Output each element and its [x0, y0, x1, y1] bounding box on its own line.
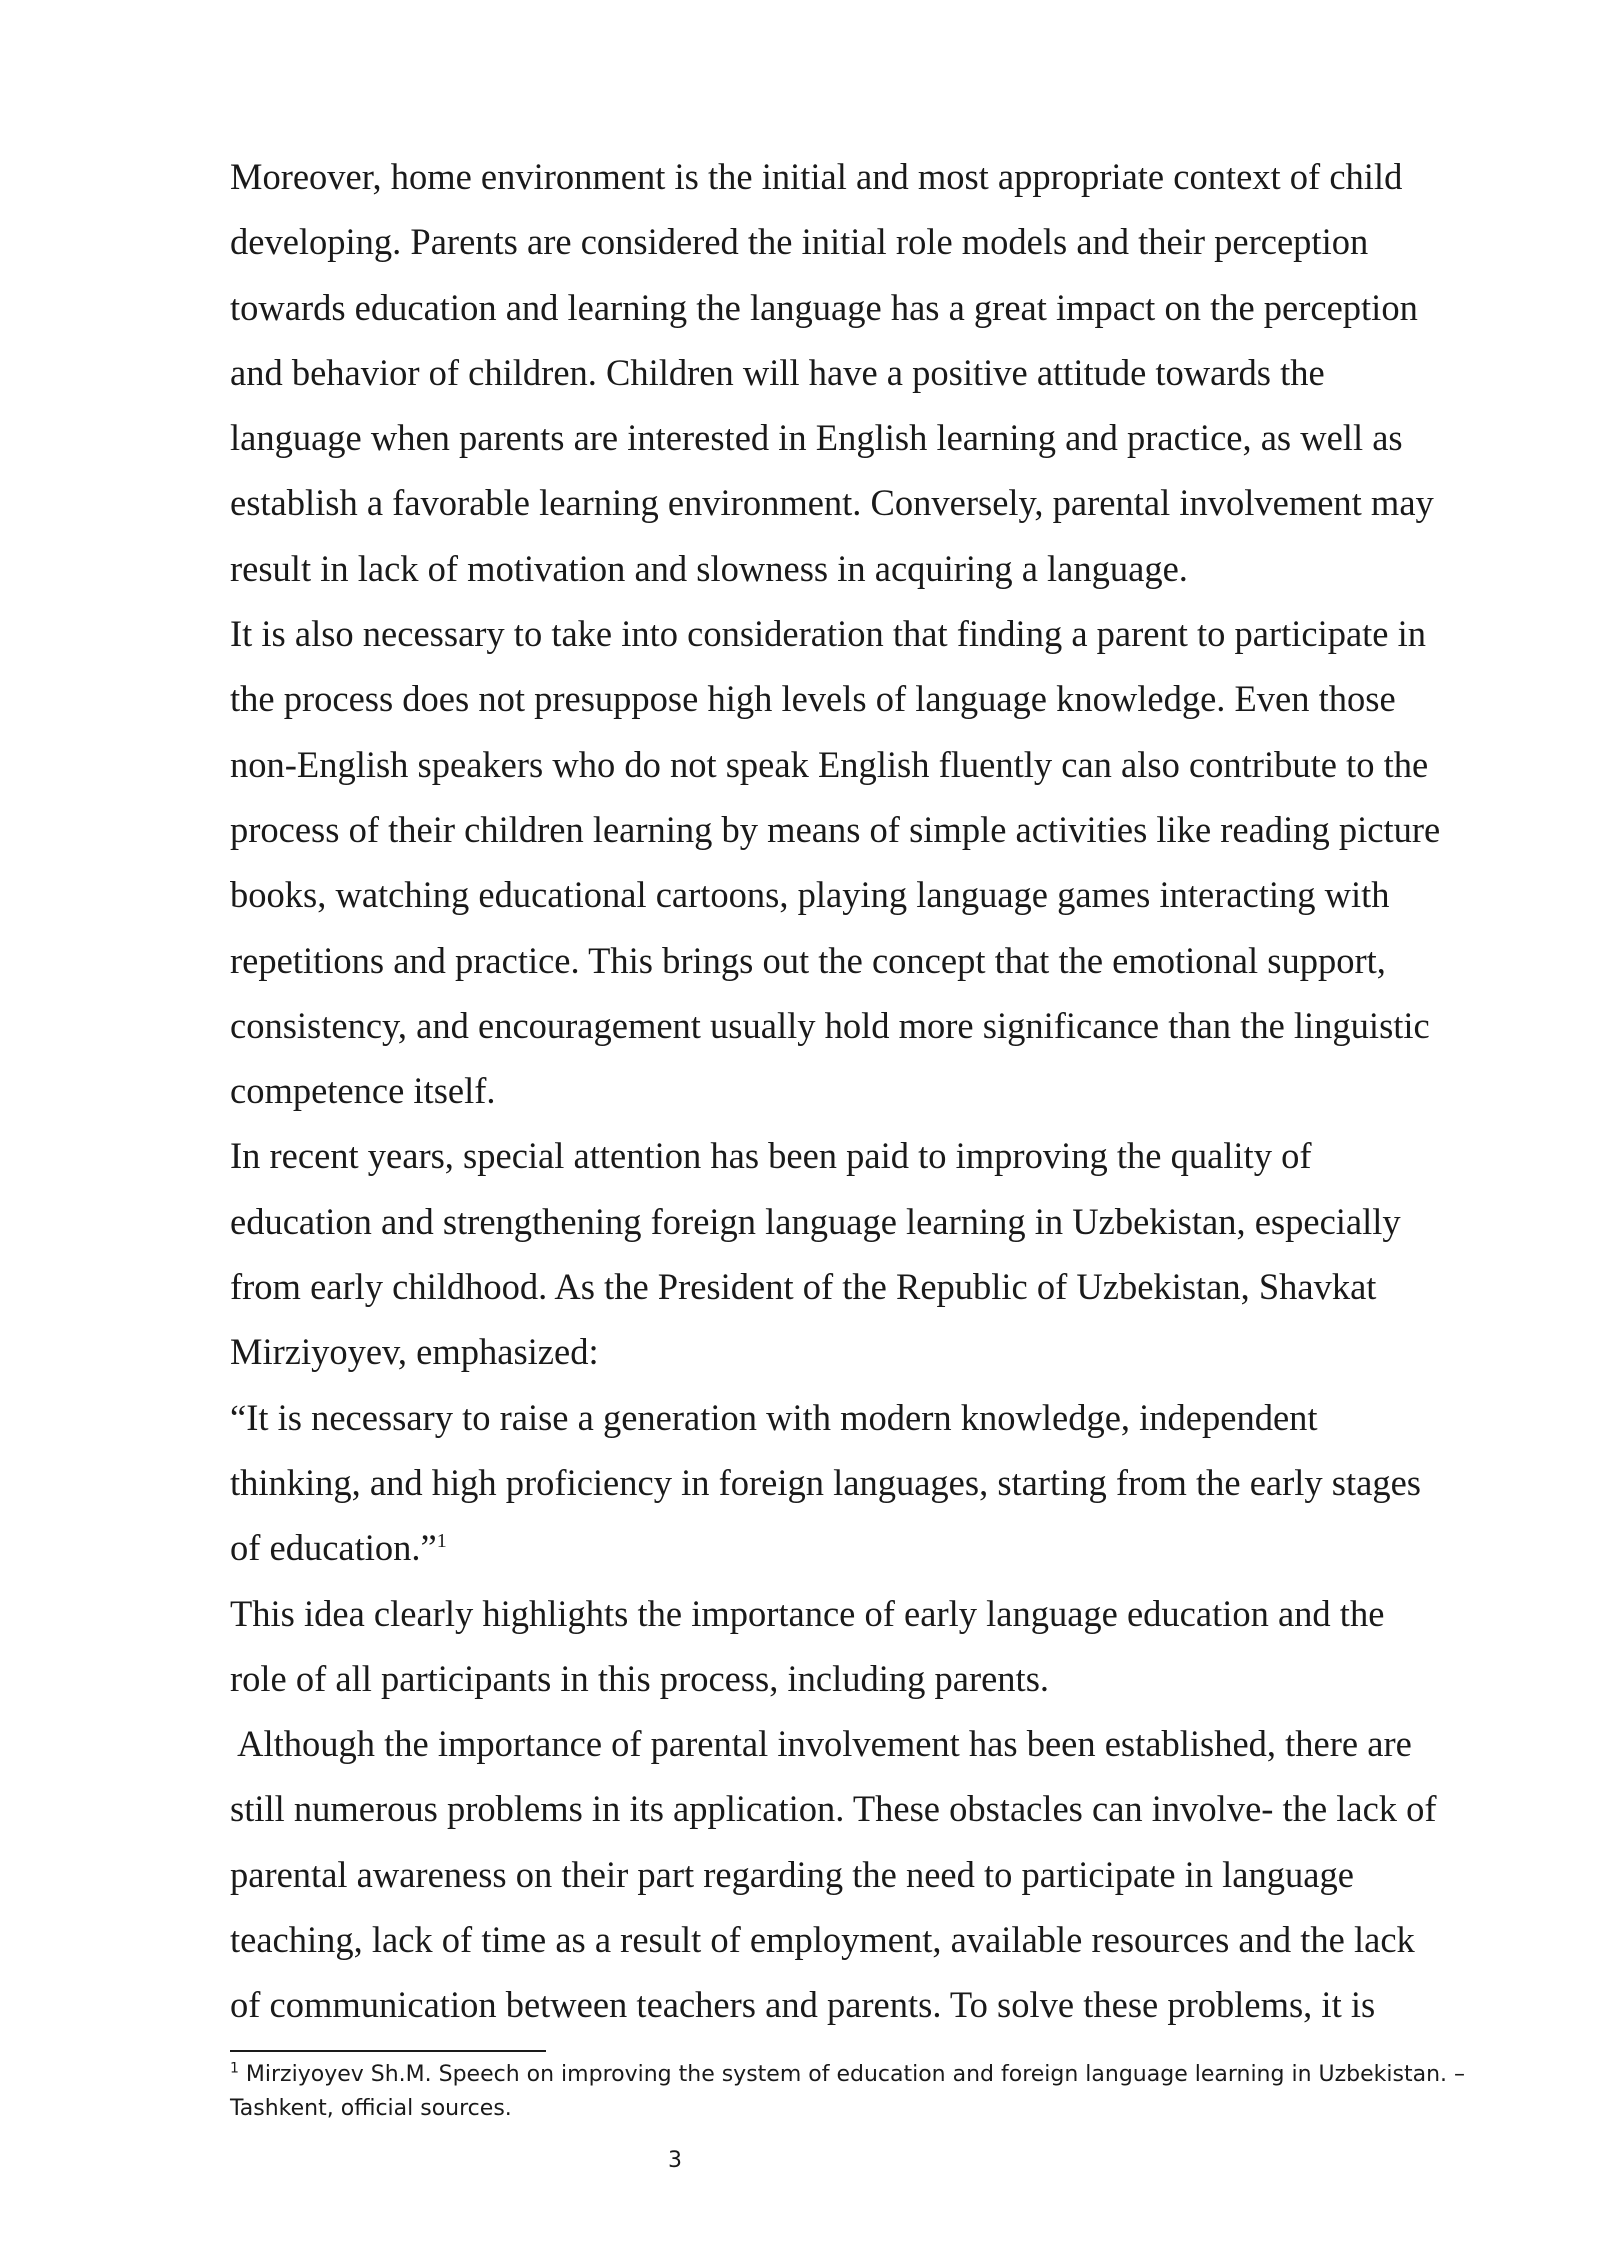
- footnote-reference[interactable]: 1: [436, 1530, 447, 1553]
- text-line: “It is necessary to raise a generation with modern knowledge, independent: [230, 1396, 1318, 1438]
- body-text: [230, 144, 1495, 2038]
- text-line: Mirziyoyev, emphasized:: [230, 1331, 599, 1373]
- footnote-line: Tashkent, official sources.: [230, 2096, 512, 2121]
- text-line: education and strengthening foreign language learning in Uzbekistan, especially: [230, 1200, 1401, 1242]
- text-line: thinking, and high proficiency in foreign languages, starting from the early stages: [230, 1461, 1421, 1503]
- text-line: Although the importance of parental involvement has been established, there are: [230, 1723, 1412, 1765]
- text-line: In recent years, special attention has been paid to improving the quality of: [230, 1135, 1312, 1177]
- text-line: parental awareness on their part regarding the need to participate in language: [230, 1853, 1354, 1895]
- footnote-number: 1: [230, 2060, 239, 2077]
- text-line: towards education and learning the language has a great impact on the perception: [230, 286, 1418, 328]
- text-line: repetitions and practice. This brings out the concept that the emotional support,: [230, 939, 1386, 981]
- text-line: role of all participants in this process, including parents.: [230, 1657, 1050, 1699]
- text-line: establish a favorable learning environment. Conversely, parental involvement may: [230, 482, 1434, 524]
- text-line: from early childhood. As the President of the Republic of Uzbekistan, Shavkat: [230, 1266, 1377, 1308]
- text-line: of education.”: [230, 1527, 437, 1569]
- text-line: It is also necessary to take into consideration that finding a parent to participate in: [230, 613, 1427, 655]
- text-line: This idea clearly highlights the importance of early language education and the: [230, 1592, 1385, 1634]
- footnote-text: Mirziyoyev Sh.M. Speech on improving the system of education and foreign language learning in Uzbekistan. –: [238, 2062, 1466, 2087]
- text-line: teaching, lack of time as a result of employment, available resources and the lack: [230, 1919, 1415, 1961]
- footnote: [230, 2058, 1490, 2126]
- text-line: books, watching educational cartoons, playing language games interacting with: [230, 874, 1390, 916]
- text-line: consistency, and encouragement usually hold more significance than the linguistic: [230, 1004, 1430, 1046]
- footnote-line: [230, 2058, 1490, 2092]
- page-number: 3: [668, 2148, 682, 2173]
- text-line: and behavior of children. Children will have a positive attitude towards the: [230, 351, 1325, 393]
- text-line: competence itself.: [230, 1070, 496, 1112]
- text-line: result in lack of motivation and slowness in acquiring a language.: [230, 547, 1188, 589]
- text-line: the process does not presuppose high levels of language knowledge. Even those: [230, 678, 1396, 720]
- footnote-separator: [230, 2050, 546, 2052]
- text-line: non-English speakers who do not speak English fluently can also contribute to the: [230, 743, 1429, 785]
- text-line: language when parents are interested in English learning and practice, as well as: [230, 417, 1403, 459]
- text-line: still numerous problems in its application. These obstacles can involve- the lack of: [230, 1788, 1437, 1830]
- quote-end-line: [230, 1515, 1495, 1580]
- text-line: developing. Parents are considered the initial role models and their perception: [230, 221, 1369, 263]
- text-line: of communication between teachers and parents. To solve these problems, it is: [230, 1984, 1376, 2026]
- text-line: Moreover, home environment is the initial and most appropriate context of child: [230, 156, 1403, 197]
- text-line: process of their children learning by means of simple activities like reading picture: [230, 808, 1441, 850]
